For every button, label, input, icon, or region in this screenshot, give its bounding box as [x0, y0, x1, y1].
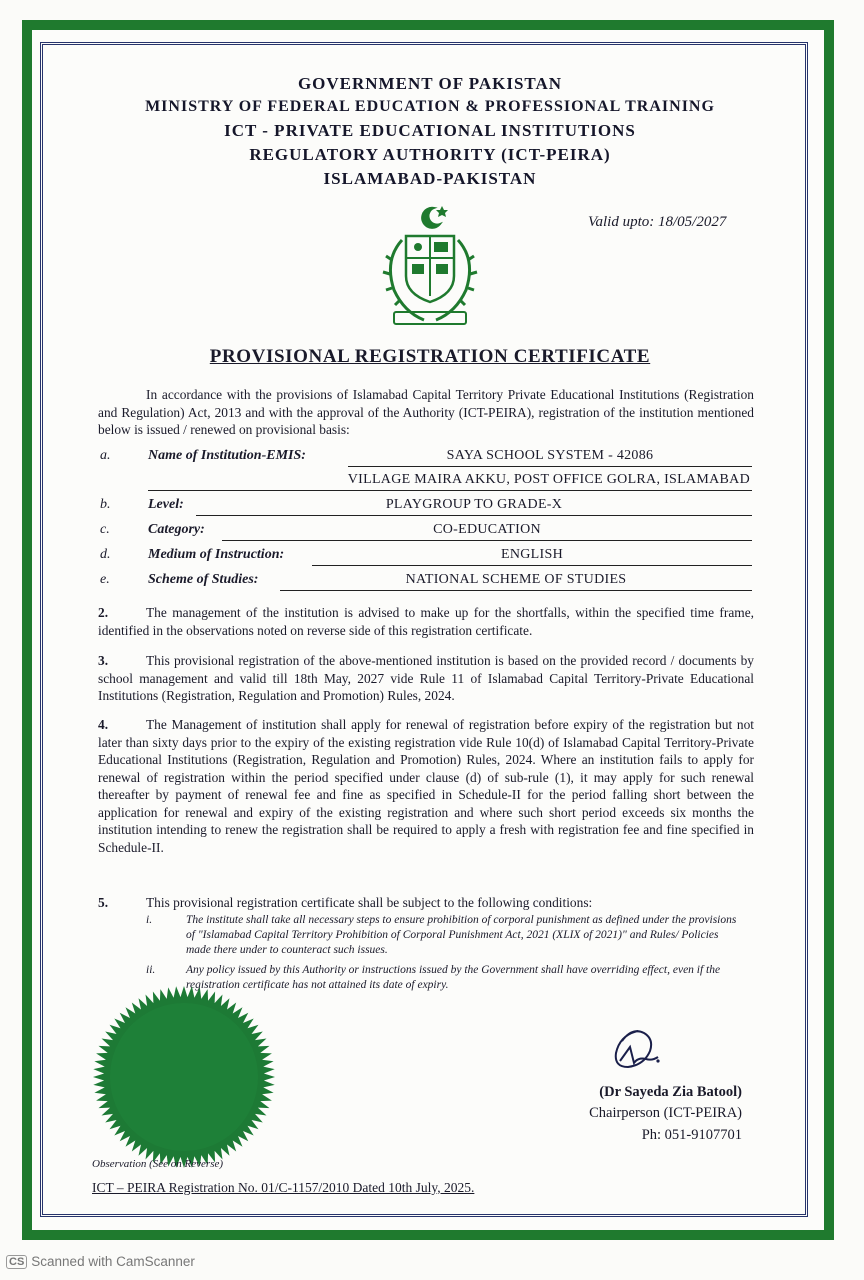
field-label: Category: [148, 522, 205, 537]
header-line-government: GOVERNMENT OF PAKISTAN [297, 74, 563, 93]
scanner-footer-text: Scanned with CamScanner [31, 1254, 195, 1269]
field-institution-address [100, 470, 752, 492]
field-institution-name [100, 446, 752, 468]
clause-text: This provisional registration of the above-mentioned institution is based on the provided record / documents by school management and valid till 18th May, 2027 vide Rule 11 of Islamabad Capital Territory-Private Educational Institutions (Registration, Regulation and Promotion) Rules, 2024. [98, 653, 754, 703]
field-category [100, 520, 752, 542]
clause-number: 5. [98, 895, 109, 910]
clause-text: The Management of institution shall apply for renewal of registration before expiry of the registration but not later than sixty days prior to the expiry of the existing registration vide Rule 10(d) of Islamabad Capital Territory-Private Educational Institutions (Registration, Regulation and Promotion) Rules, 2024. Where an institution fails to apply for renewal of registration within the period specified under clause (d) of sub-rule (1), it may apply for such renewal thereafter by payment of renewal fee and fine as specified in Schedule-II for the period falling short between the application for renewal and expiry of the existing registration and where such short period exceeds six months the institution intending to renew the registration shall be required to apply a fresh with registration fee and fine specified in Schedule-II. [98, 717, 754, 855]
field-value: PLAYGROUP TO GRADE-X [196, 497, 752, 516]
clause-text: The management of the institution is advised to make up for the shortfalls, within the specified time frame, identified in the observations noted on reverse side of this registration certificate. [98, 605, 754, 638]
field-label: Level: [148, 497, 184, 512]
certificate-title: PROVISIONAL REGISTRATION CERTIFICATE [209, 346, 651, 367]
state-emblem-icon [372, 200, 488, 336]
clause-5-i [146, 913, 746, 958]
sub-clause-number: ii. [146, 964, 156, 976]
header-line-authority: REGULATORY AUTHORITY (ICT-PEIRA) [249, 145, 611, 164]
signature-icon [600, 1025, 670, 1075]
header-line-city: ISLAMABAD-PAKISTAN [323, 169, 537, 188]
clause-text: This provisional registration certificate shall be subject to the following conditions: [146, 895, 593, 910]
registration-number: ICT – PEIRA Registration No. 01/C-1157/2010 Dated 10th July, 2025. [92, 1180, 475, 1195]
valid-upto-date: Valid upto: 18/05/2027 [588, 214, 727, 230]
green-seal-icon [92, 985, 276, 1169]
clause-2 [98, 604, 754, 639]
sub-clause-text: The institute shall take all necessary steps to ensure prohibition of corporal punishment as defined under the provisions of "Islamabad Capital Territory Prohibition of Corporal Punishment Act, 2021 (XLIX of 2021)" and Rules/ Policies made there under to counteract such issues. [186, 914, 737, 956]
intro-paragraph [98, 386, 754, 439]
signatory-phone: Ph: 051-9107701 [641, 1127, 742, 1143]
clause-number: 2. [98, 605, 109, 620]
field-letter: b. [100, 497, 111, 512]
field-letter: e. [100, 572, 110, 587]
header-line-ict: ICT - PRIVATE EDUCATIONAL INSTITUTIONS [224, 121, 636, 140]
header-line-ministry: MINISTRY OF FEDERAL EDUCATION & PROFESSIONAL TRAINING [145, 98, 715, 115]
clause-3 [98, 652, 754, 705]
sub-clause-number: i. [146, 914, 153, 926]
clause-5 [98, 894, 754, 912]
signatory-name: (Dr Sayeda Zia Batool) [599, 1084, 742, 1100]
field-value: SAYA SCHOOL SYSTEM - 42086 [348, 448, 752, 467]
sub-clause-text: Any policy issued by this Authority or instructions issued by the Government shall have overriding effect, even if the registration certificate has not attained its date of expiry. [186, 964, 721, 991]
field-letter: d. [100, 547, 111, 562]
field-value: ENGLISH [312, 547, 752, 566]
intro-text: In accordance with the provisions of Islamabad Capital Territory Private Educational Institutions (Registration and Regulation) Act, 2013 and with the approval of the Authority (ICT-PEIRA), registration of the institution mentioned below is issued / renewed on provisional basis: [98, 387, 754, 437]
field-label: Scheme of Studies: [148, 572, 259, 587]
field-label: Medium of Instruction: [148, 547, 285, 562]
field-value: NATIONAL SCHEME OF STUDIES [280, 572, 752, 591]
scanner-footer [6, 1254, 195, 1269]
field-label: Name of Institution-EMIS: [148, 448, 306, 463]
field-medium [100, 545, 752, 567]
signatory-designation: Chairperson (ICT-PEIRA) [589, 1105, 742, 1121]
observation-note: Observation (See on Reverse) [92, 1158, 224, 1170]
clause-4 [98, 716, 754, 856]
field-scheme [100, 570, 752, 592]
field-value: CO-EDUCATION [222, 522, 752, 541]
clause-number: 3. [98, 653, 109, 668]
camscanner-badge-icon: CS [6, 1255, 27, 1269]
field-level [100, 495, 752, 517]
field-letter: c. [100, 522, 110, 537]
field-value-address: VILLAGE MAIRA AKKU, POST OFFICE GOLRA, ISLAMABAD [148, 472, 752, 491]
clause-number: 4. [98, 717, 109, 732]
field-letter: a. [100, 448, 111, 463]
